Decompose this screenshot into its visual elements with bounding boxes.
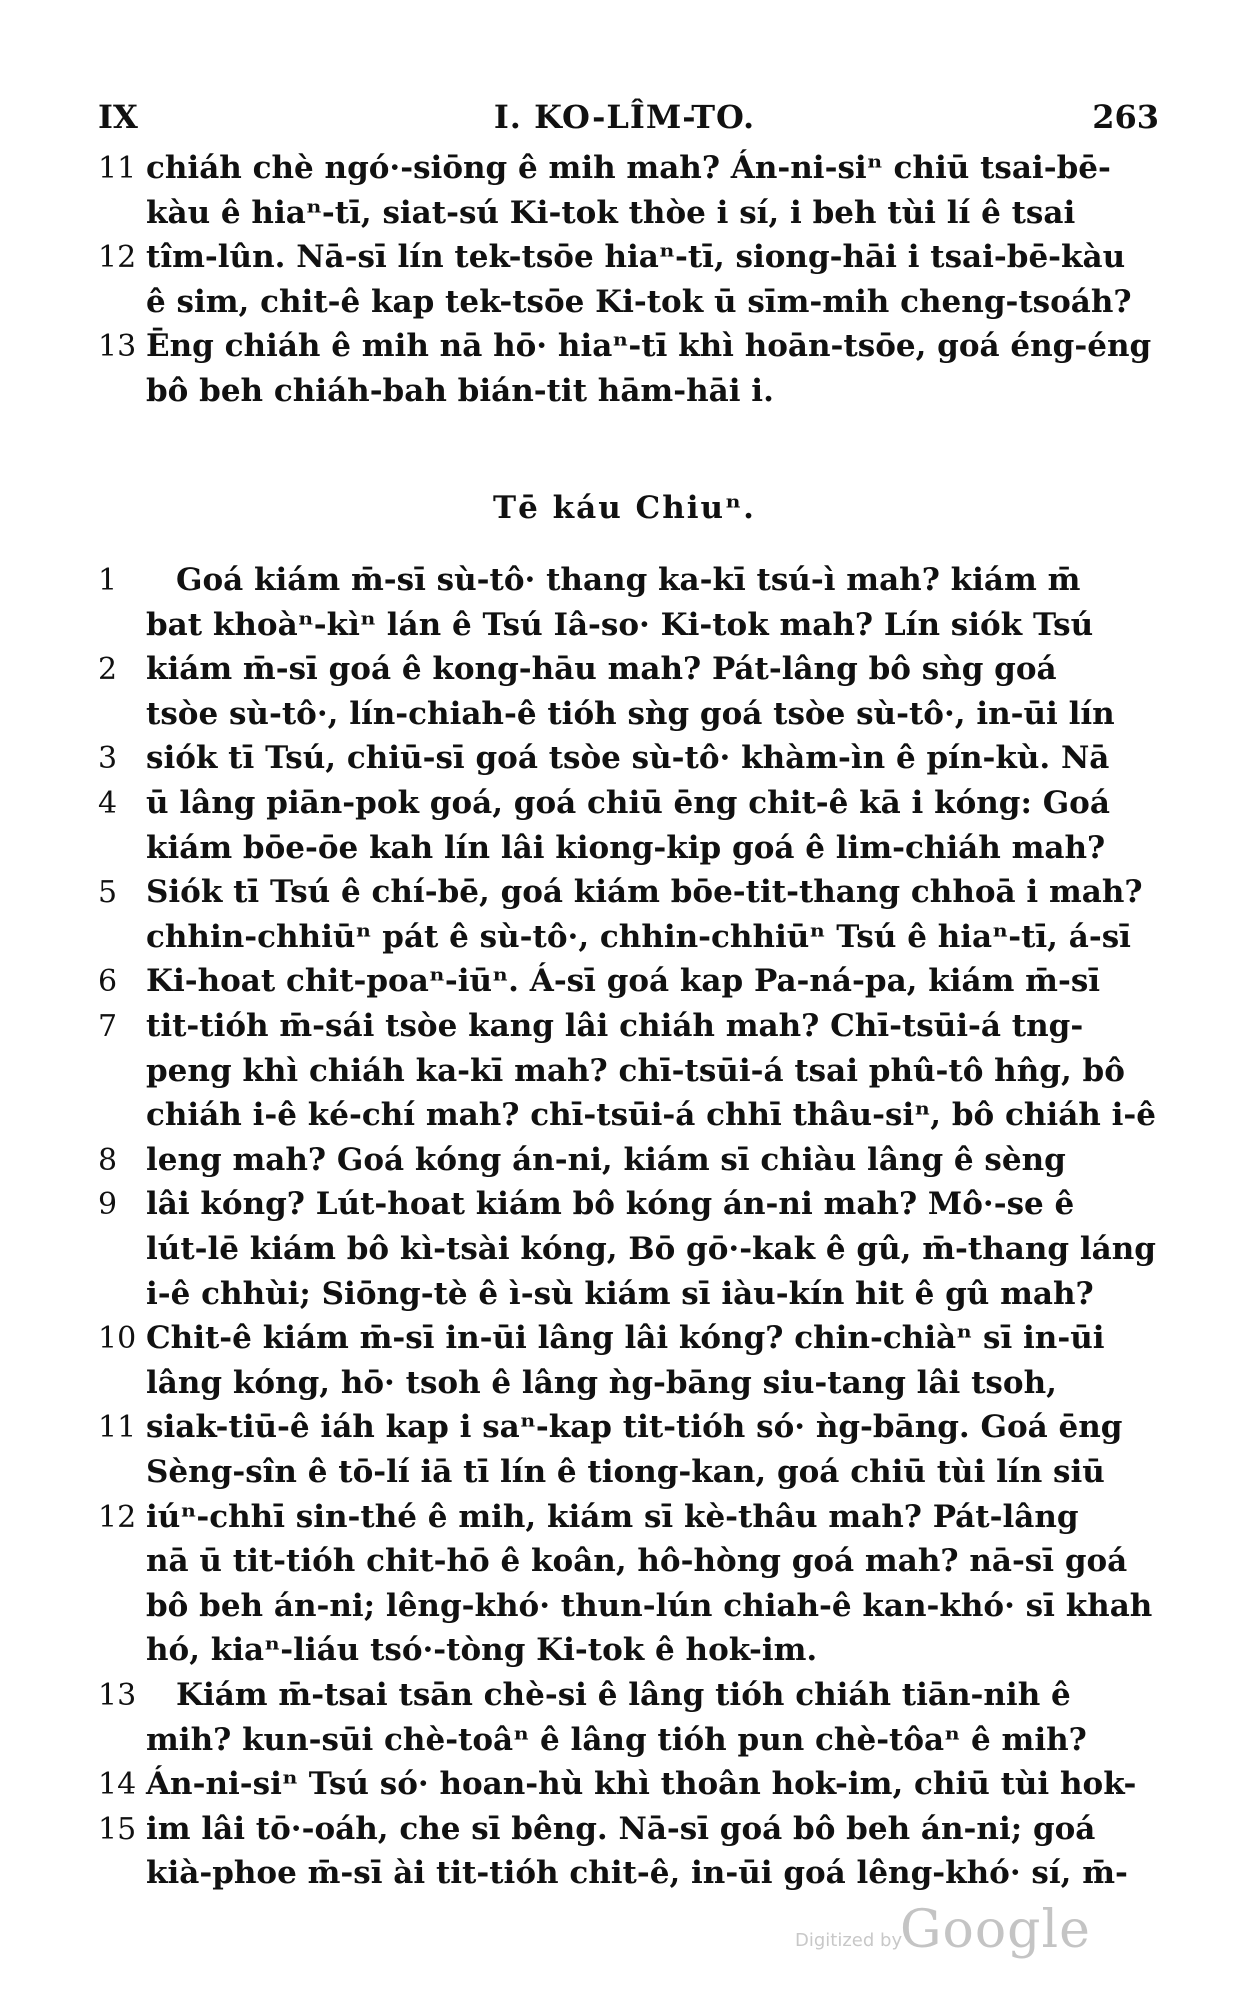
text-line	[98, 1361, 1160, 1405]
text-line	[98, 1272, 1160, 1316]
page-number: 263	[1092, 98, 1159, 136]
text-line	[98, 1718, 1160, 1762]
text-line	[98, 1762, 1160, 1806]
line-text: im lâi tō·-oáh, che sī bêng. Nā-sī goá bô beh án-ni; goá	[146, 1810, 1096, 1847]
text-line	[98, 1182, 1160, 1226]
text-line	[98, 781, 1160, 825]
verse-number: 13	[98, 329, 137, 364]
line-text: tsòe sù-tô·, lín-chiah-ê tióh sǹg goá tsòe sù-tô·, in-ūi lín	[146, 695, 1115, 732]
text-line	[98, 1628, 1160, 1672]
text-line	[98, 1539, 1160, 1583]
verse-number: 11	[98, 151, 137, 186]
line-text: nā ū tit-tióh chit-hō ê koân, hô-hòng goá mah? nā-sī goá	[146, 1543, 1128, 1580]
text-line	[98, 692, 1160, 736]
line-text: Sèng-sîn ê tō-lí iā tī lín ê tiong-kan, goá chiū tùi lín siū	[146, 1454, 1105, 1490]
verse-number: 8	[98, 1142, 118, 1178]
page-header	[0, 98, 1249, 138]
text-line	[98, 1227, 1160, 1271]
line-text: leng mah? Goá kóng án-ni, kiám sī chiàu lâng ê sèng	[146, 1141, 1066, 1178]
text-line	[98, 959, 1160, 1003]
text-line	[98, 870, 1160, 914]
line-text: lút-lē kiám bô kì-tsài kóng, Bō gō·-kak ê gû, m̄-thang láng	[146, 1231, 1156, 1267]
line-text: Án-ni-siⁿ Tsú só· hoan-hù khì thoân hok-im, chiū tùi hok-	[146, 1766, 1137, 1803]
line-text: kià-phoe m̄-sī ài tit-tióh chit-ê, in-ūi goá lêng-khó· sí, m̄-	[146, 1855, 1128, 1892]
watermark-logo-text: Google	[900, 1900, 1091, 1960]
verse-number: 5	[98, 875, 118, 911]
line-text: ū lâng piān-pok goá, goá chiū ēng chit-ê kā i kóng: Goá	[146, 785, 1110, 821]
text-line	[98, 915, 1160, 959]
text-line	[98, 369, 1160, 413]
text-line	[98, 146, 1160, 190]
verse-number: 12	[98, 1499, 137, 1535]
verse-number: 13	[98, 1678, 137, 1713]
verse-number: 7	[98, 1009, 118, 1044]
text-line	[98, 1405, 1160, 1449]
line-text: kàu ê hiaⁿ-tī, siat-sú Ki-tok thòe i sí, i beh tùi lí ê tsai	[146, 194, 1076, 231]
line-text: Goá kiám m̄-sī sù-tô· thang ka-kī tsú-ì mah? kiám m̄	[176, 562, 1081, 598]
verse-number: 9	[98, 1187, 118, 1223]
verse-number: 15	[98, 1811, 137, 1847]
line-text: kiám m̄-sī goá ê kong-hāu mah? Pát-lâng bô sǹg goá	[146, 651, 1057, 688]
line-text: chiáh chè ngó·-siōng ê mih mah? Án-ni-siⁿ chiū tsai-bē-	[146, 150, 1111, 186]
line-text: bô beh chiáh-bah bián-tit hām-hāi i.	[146, 372, 774, 409]
line-text: tîm-lûn. Nā-sī lín tek-tsōe hiaⁿ-tī, siong-hāi i tsai-bē-kàu	[146, 239, 1126, 275]
text-line	[98, 1049, 1160, 1093]
line-text: Chit-ê kiám m̄-sī in-ūi lâng lâi kóng? chin-chiàⁿ sī in-ūi	[146, 1320, 1105, 1357]
line-text: Ki-hoat chit-poaⁿ-iūⁿ. Á-sī goá kap Pa-ná-pa, kiám m̄-sī	[146, 963, 1101, 1000]
verse-number: 4	[98, 786, 118, 821]
text-line	[98, 1450, 1160, 1494]
line-text: mih? kun-sūi chè-toâⁿ ê lâng tióh pun chè-tôaⁿ ê mih?	[146, 1721, 1087, 1758]
text-line	[98, 235, 1160, 279]
line-text: lâi kóng? Lút-hoat kiám bô kóng án-ni mah? Mô·-se ê	[146, 1186, 1075, 1223]
line-text: siók tī Tsú, chiū-sī goá tsòe sù-tô· khàm-ìn ê pín-kù. Nā	[146, 740, 1110, 777]
line-text: bat khoàⁿ-kìⁿ lán ê Tsú Iâ-so· Ki-tok mah? Lín siók Tsú	[146, 606, 1094, 643]
line-text: bô beh án-ni; lêng-khó· thun-lún chiah-ê kan-khó· sī khah	[146, 1587, 1153, 1624]
line-text: Siók tī Tsú ê chí-bē, goá kiám bōe-tit-thang chhoā i mah?	[146, 874, 1143, 911]
line-text: i-ê chhùi; Siōng-tè ê ì-sù kiám sī iàu-kín hit ê gû mah?	[146, 1275, 1094, 1312]
line-text: Ēng chiáh ê mih nā hō· hiaⁿ-tī khì hoān-tsōe, goá éng-éng	[146, 328, 1152, 364]
text-line	[98, 1138, 1160, 1182]
text-line	[98, 1316, 1160, 1360]
text-line	[98, 1851, 1160, 1895]
text-line	[98, 647, 1160, 691]
verse-number: 6	[98, 964, 118, 1000]
verse-number: 2	[98, 652, 118, 688]
line-text: chhin-chhiūⁿ pát ê sù-tô·, chhin-chhiūⁿ Tsú ê hiaⁿ-tī, á-sī	[146, 918, 1131, 955]
text-line	[98, 1004, 1160, 1048]
line-text: kiám bōe-ōe kah lín lâi kiong-kip goá ê lim-chiáh mah?	[146, 829, 1106, 866]
text-line	[98, 558, 1160, 602]
line-text: siak-tiū-ê iáh kap i saⁿ-kap tit-tióh só· ǹg-bāng. Goá ēng	[146, 1409, 1123, 1446]
section-title: Tē káu Chiuⁿ.	[493, 490, 756, 526]
digitized-watermark	[795, 1900, 1125, 1960]
verse-number: 10	[98, 1321, 137, 1357]
watermark-small-text: Digitized by	[795, 1930, 903, 1951]
text-line	[98, 826, 1160, 870]
verse-number: 1	[98, 563, 118, 598]
text-line	[98, 736, 1160, 780]
running-title: I. KO-LÎM-TO.	[493, 98, 756, 136]
text-line	[98, 603, 1160, 647]
line-text: lâng kóng, hō· tsoh ê lâng ǹg-bāng siu-tang lâi tsoh,	[146, 1364, 1057, 1401]
line-text: peng khì chiáh ka-kī mah? chī-tsūi-á tsai phû-tô hn̂g, bô	[146, 1052, 1125, 1089]
line-text: hó, kiaⁿ-liáu tsó·-tòng Ki-tok ê hok-im.	[146, 1632, 818, 1669]
text-line	[98, 1807, 1160, 1851]
text-line	[98, 1584, 1160, 1628]
line-text: chiáh i-ê ké-chí mah? chī-tsūi-á chhī thâu-siⁿ, bô chiáh i-ê	[146, 1097, 1156, 1134]
verse-number: 14	[98, 1767, 137, 1803]
line-text: tit-tióh m̄-sái tsòe kang lâi chiáh mah? Chī-tsūi-á tng-	[146, 1008, 1084, 1044]
line-text: ê sim, chit-ê kap tek-tsōe Ki-tok ū sīm-mih cheng-tsoáh?	[146, 283, 1132, 320]
verse-number: 12	[98, 240, 137, 275]
text-line	[98, 1673, 1160, 1717]
text-line	[98, 1093, 1160, 1137]
verse-number: 3	[98, 741, 118, 777]
text-line	[98, 1495, 1160, 1539]
line-text: iúⁿ-chhī sin-thé ê mih, kiám sī kè-thâu mah? Pát-lâng	[146, 1498, 1079, 1535]
chapter-number: IX	[98, 98, 138, 136]
line-text: Kiám m̄-tsai tsān chè-si ê lâng tióh chiáh tiān-nih ê	[176, 1677, 1071, 1713]
text-line	[98, 280, 1160, 324]
text-line	[98, 324, 1160, 368]
verse-number: 11	[98, 1410, 137, 1446]
text-line	[98, 191, 1160, 235]
